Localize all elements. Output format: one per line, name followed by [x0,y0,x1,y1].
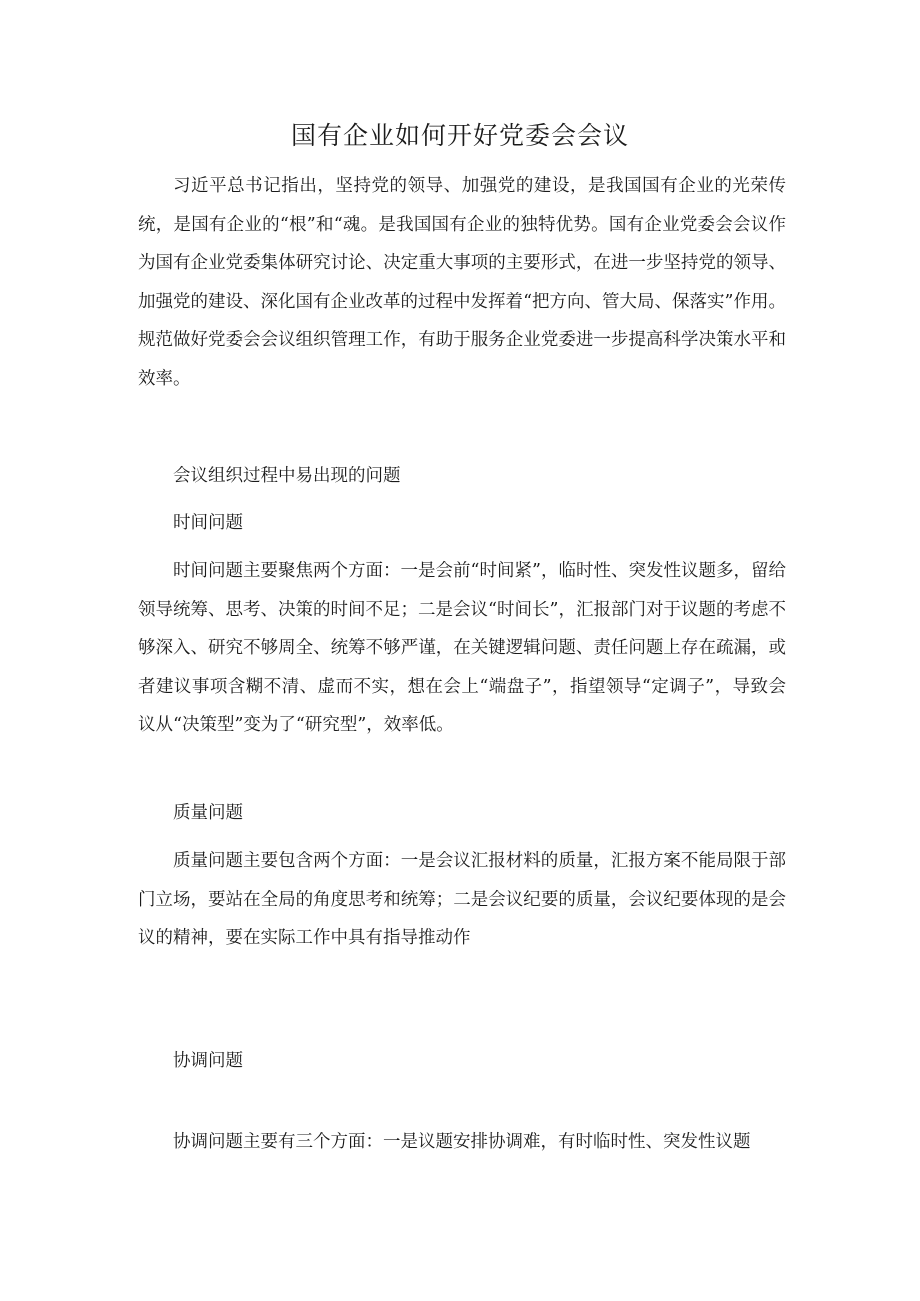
time-paragraph: 时间问题主要聚焦两个方面：一是会前“时间紧”，临时性、突发性议题多，留给领导统筹、思考、决策的时间不足；二是会议“时间长”，汇报部门对于议题的考虑不够深入、研究不够周全、统筹不够严谨，在关键逻辑问题、责任问题上存在疏漏，或者建议事项含糊不清、虚而不实，想在会上“端盘子”，指望领导“定调子”，导致会议从“决策型”变为了“研究型”，效率低。 [138,561,786,735]
subheading-time: 时间问题 [173,513,243,533]
intro-paragraph: 习近平总书记指出，坚持党的领导、加强党的建设，是我国国有企业的光荣传统，是国有企业的“根”和“魂。是我国国有企业的独特优势。国有企业党委会会议作为国有企业党委集体研究讨论、决定重大事项的主要形式，在进一步坚持党的领导、加强党的建设、深化国有企业改革的过程中发挥着“把方向、管大局、保落实”作用。规范做好党委会会议组织管理工作，有助于服务企业党委进一步提高科学决策水平和效率。 [138,176,786,389]
document-title: 国有企业如何开好党委会会议 [290,121,629,150]
quality-paragraph: 质量问题主要包含两个方面：一是会议汇报材料的质量，汇报方案不能局限于部门立场，要站在全局的角度思考和统筹；二是会议纪要的质量，会议纪要体现的是会议的精神，要在实际工作中具有指导推动作 [138,851,786,948]
subheading-coordination: 协调问题 [173,1051,243,1071]
section-heading-issues: 会议组织过程中易出现的问题 [173,466,401,486]
subheading-quality: 质量问题 [173,803,243,823]
coordination-paragraph: 协调问题主要有三个方面：一是议题安排协调难，有时临时性、突发性议题 [173,1132,751,1152]
